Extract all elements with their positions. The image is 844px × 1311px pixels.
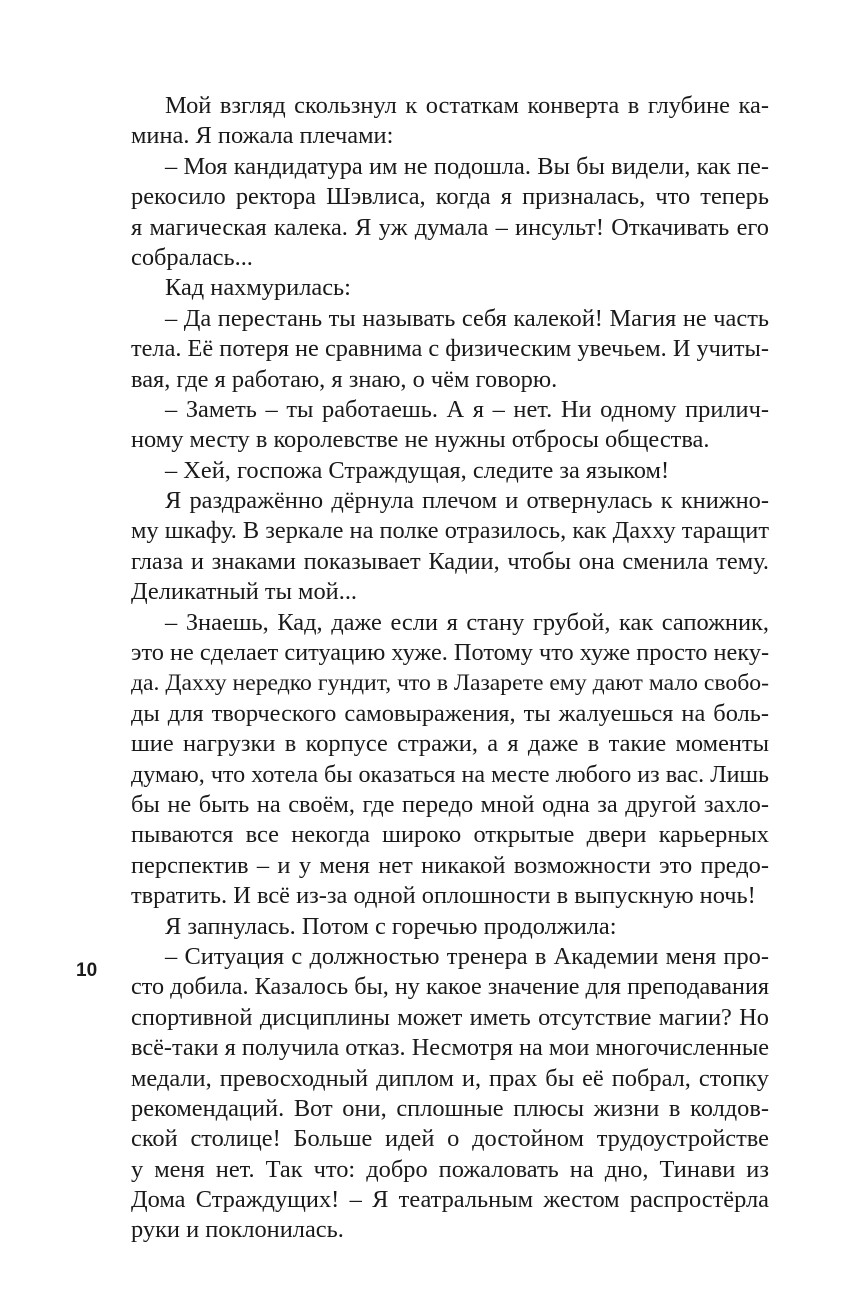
text-line: – Знаешь, Кад, даже если я стану грубой, как сапожник, — [165, 608, 769, 636]
text-line: – Да перестань ты называть себя калекой! Магия не часть — [165, 304, 769, 332]
text-line: медали, превосходный диплом и, прах бы её побрал, стопку — [131, 1064, 769, 1092]
text-line: это не сделает ситуацию хуже. Потому что хуже просто неку- — [131, 639, 770, 667]
text-line: пываются все некогда широко открытые двери карьерных — [131, 821, 769, 849]
text-line: думаю, что хотела бы оказаться на месте любого из вас. Лишь — [131, 761, 769, 788]
text-line: шие нагрузки в корпусе стражи, а я даже в такие моменты — [131, 730, 769, 758]
text-line: вая, где я работаю, я знаю, о чём говорю. — [131, 365, 558, 393]
text-line: мина. Я пожала плечами: — [131, 122, 394, 150]
text-line: руки и поклонилась. — [131, 1216, 344, 1244]
text-line: Дома Страждущих! – Я театральным жестом распростёрла — [131, 1186, 769, 1214]
text-line: Кад нахмурилась: — [165, 274, 351, 302]
page-number: 10 — [76, 960, 98, 981]
text-line: перспектив – и у меня нет никакой возможности это предо- — [131, 851, 769, 879]
text-line: твратить. И всё из-за одной оплошности в выпускную ночь! — [131, 882, 756, 910]
text-line: – Заметь – ты работаешь. А я – нет. Ни одному прилич- — [165, 395, 769, 423]
text-line: рекосило ректора Шэвлиса, когда я призналась, что теперь — [131, 183, 769, 211]
text-line: – Ситуация с должностью тренера в Академии меня про- — [165, 942, 769, 970]
text-line: ды для творческого самовыражения, ты жалуешься на боль- — [131, 699, 769, 727]
text-line: собралась... — [131, 243, 253, 271]
text-line: ской столице! Больше идей о достойном трудоустройстве — [131, 1125, 769, 1153]
text-line: ному месту в королевстве не нужны отбросы общества. — [131, 426, 710, 454]
text-line: спортивной дисциплины может иметь отсутствие магии? Но — [131, 1003, 769, 1031]
text-line: Я раздражённо дёрнула плечом и отвернулась к книжно- — [165, 487, 769, 515]
text-line: всё-таки я получила отказ. Несмотря на мои многочисленные — [131, 1034, 769, 1062]
text-line: сто добила. Казалось бы, ну какое значение для преподавания — [131, 973, 769, 1001]
text-line: Мой взгляд скользнул к остаткам конверта в глубине ка- — [165, 92, 769, 119]
text-line: я магическая калека. Я уж думала – инсульт! Откачивать его — [131, 213, 769, 241]
text-line: – Моя кандидатура им не подошла. Вы бы видели, как пе- — [165, 152, 769, 180]
text-line: Деликатный ты мой... — [131, 578, 358, 606]
text-line: му шкафу. В зеркале на полке отразилось, как Дахху таращит — [131, 517, 769, 545]
text-line: бы не быть на своём, где передо мной одна за другой захло- — [131, 790, 769, 818]
text-line: у меня нет. Так что: добро пожаловать на дно, Тинави из — [131, 1155, 769, 1183]
text-line: – Хей, госпожа Страждущая, следите за языком! — [165, 456, 670, 484]
text-line: да. Дахху нередко гундит, что в Лазарете ему дают мало свобо- — [131, 670, 769, 697]
text-line: Я запнулась. Потом с горечью продолжила: — [165, 912, 617, 940]
text-line: рекомендаций. Вот они, сплошные плюсы жизни в колдов- — [131, 1094, 769, 1122]
text-line: тела. Её потеря не сравнима с физическим увечьем. И учиты- — [131, 335, 769, 363]
text-line: глаза и знаками показывает Кадии, чтобы она сменила тему. — [131, 547, 769, 575]
body-text — [131, 91, 769, 1246]
